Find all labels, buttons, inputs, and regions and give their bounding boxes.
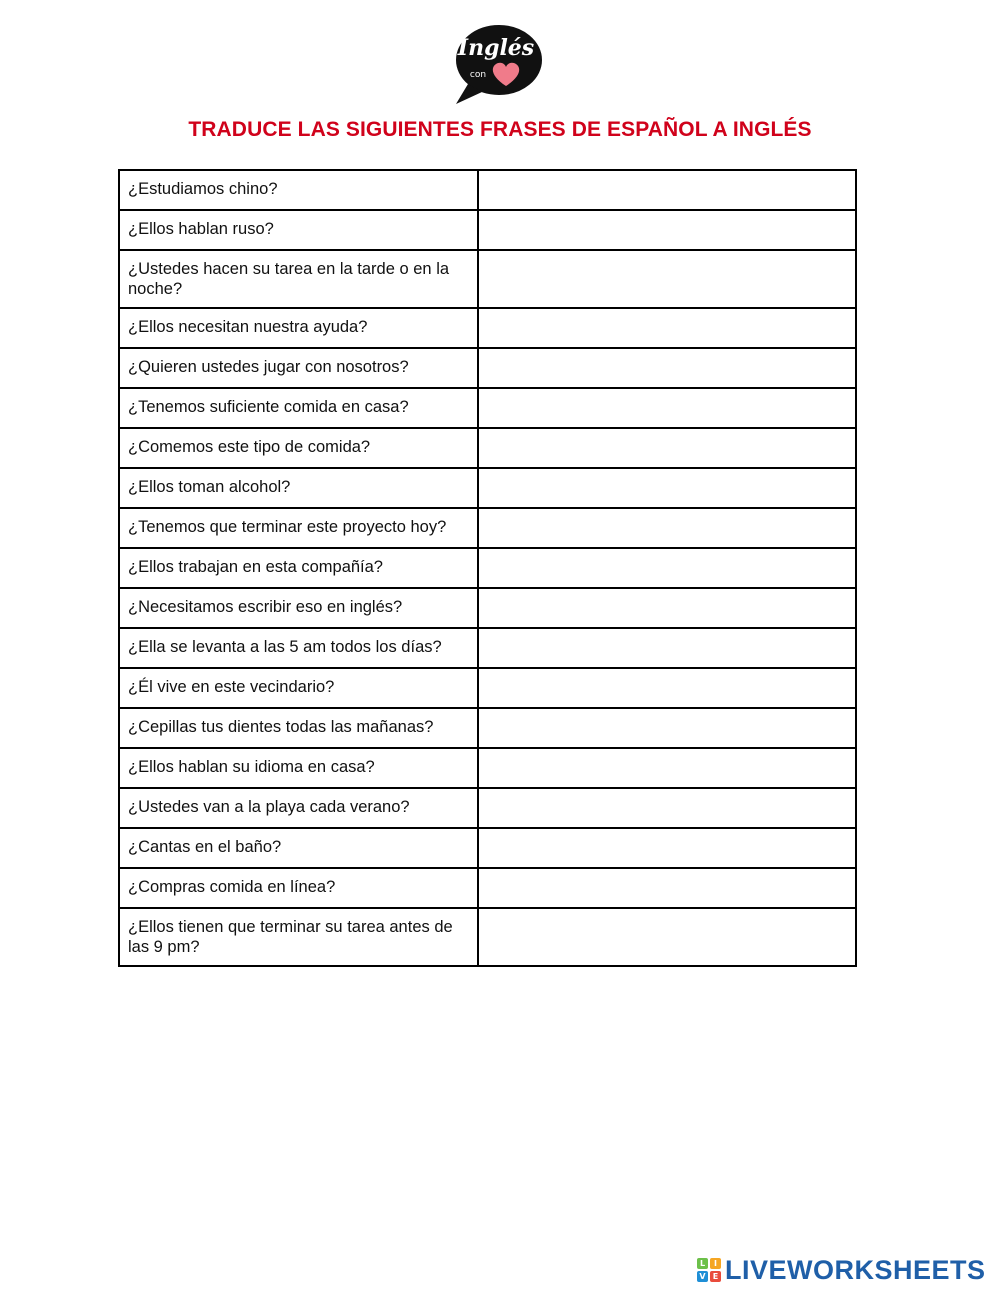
question-cell: ¿Estudiamos chino? [119,170,478,210]
question-cell: ¿Tenemos suficiente comida en casa? [119,388,478,428]
answer-cell[interactable] [478,908,856,966]
answer-cell[interactable] [478,868,856,908]
question-cell: ¿Ella se levanta a las 5 am todos los días? [119,628,478,668]
table-row [119,250,856,308]
logo-small-text: con [469,70,487,80]
logo [446,22,550,106]
answer-input[interactable] [487,917,847,957]
question-cell: ¿Ellos hablan ruso? [119,210,478,250]
brand-text: LIVEWORKSHEETS [725,1254,986,1285]
answer-cell[interactable] [478,468,856,508]
question-cell: ¿Compras comida en línea? [119,868,478,908]
answer-cell[interactable] [478,668,856,708]
answer-cell[interactable] [478,628,856,668]
answer-cell[interactable] [478,788,856,828]
speech-bubble-icon [446,22,550,106]
question-cell: ¿Quieren ustedes jugar con nosotros? [119,348,478,388]
table-row [119,428,856,468]
answer-input[interactable] [487,877,847,899]
answer-input[interactable] [487,357,847,379]
answer-cell[interactable] [478,748,856,788]
question-cell: ¿Comemos este tipo de comida? [119,428,478,468]
table-row [119,748,856,788]
question-cell: ¿Ustedes hacen su tarea en la tarde o en la noche? [119,250,478,308]
table-row [119,588,856,628]
question-cell: ¿Ellos toman alcohol? [119,468,478,508]
translation-table [118,169,857,967]
logo-text: Inglés [457,35,535,61]
table-row [119,828,856,868]
table-row [119,708,856,748]
answer-cell[interactable] [478,828,856,868]
answer-cell[interactable] [478,308,856,348]
table-row [119,668,856,708]
question-cell: ¿Necesitamos escribir eso en inglés? [119,588,478,628]
answer-input[interactable] [487,597,847,619]
table-row [119,908,856,966]
answer-cell[interactable] [478,428,856,468]
answer-input[interactable] [487,437,847,459]
answer-input[interactable] [487,637,847,659]
answer-input[interactable] [487,677,847,699]
question-cell: ¿Ellos necesitan nuestra ayuda? [119,308,478,348]
question-cell: ¿Tenemos que terminar este proyecto hoy? [119,508,478,548]
answer-input[interactable] [487,557,847,579]
answer-input[interactable] [487,797,847,819]
answer-input[interactable] [487,179,847,201]
question-cell: ¿Ustedes van a la playa cada verano? [119,788,478,828]
question-cell: ¿Él vive en este vecindario? [119,668,478,708]
answer-cell[interactable] [478,548,856,588]
table-row [119,868,856,908]
answer-input[interactable] [487,397,847,419]
answer-cell[interactable] [478,508,856,548]
question-cell: ¿Ellos trabajan en esta compañía? [119,548,478,588]
answer-cell[interactable] [478,210,856,250]
table-row [119,628,856,668]
answer-cell[interactable] [478,348,856,388]
answer-cell[interactable] [478,708,856,748]
table-row [119,788,856,828]
answer-input[interactable] [487,219,847,241]
liveworksheets-brand [697,1254,986,1286]
table-row [119,468,856,508]
question-cell: ¿Ellos hablan su idioma en casa? [119,748,478,788]
answer-cell[interactable] [478,388,856,428]
question-cell: ¿Cepillas tus dientes todas las mañanas? [119,708,478,748]
answer-input[interactable] [487,259,847,299]
table-row [119,170,856,210]
table-row [119,508,856,548]
answer-input[interactable] [487,717,847,739]
answer-input[interactable] [487,317,847,339]
question-cell: ¿Cantas en el baño? [119,828,478,868]
question-cell: ¿Ellos tienen que terminar su tarea antes de las 9 pm? [119,908,478,966]
answer-input[interactable] [487,757,847,779]
table-row [119,388,856,428]
table-row [119,548,856,588]
brand-blocks-icon: L I V E [697,1258,721,1282]
table-row [119,348,856,388]
table-row [119,210,856,250]
answer-input[interactable] [487,517,847,539]
table-row [119,308,856,348]
answer-input[interactable] [487,477,847,499]
answer-cell[interactable] [478,170,856,210]
answer-cell[interactable] [478,250,856,308]
page-title: TRADUCE LAS SIGUIENTES FRASES DE ESPAÑOL A INGLÉS [188,118,812,141]
answer-input[interactable] [487,837,847,859]
answer-cell[interactable] [478,588,856,628]
